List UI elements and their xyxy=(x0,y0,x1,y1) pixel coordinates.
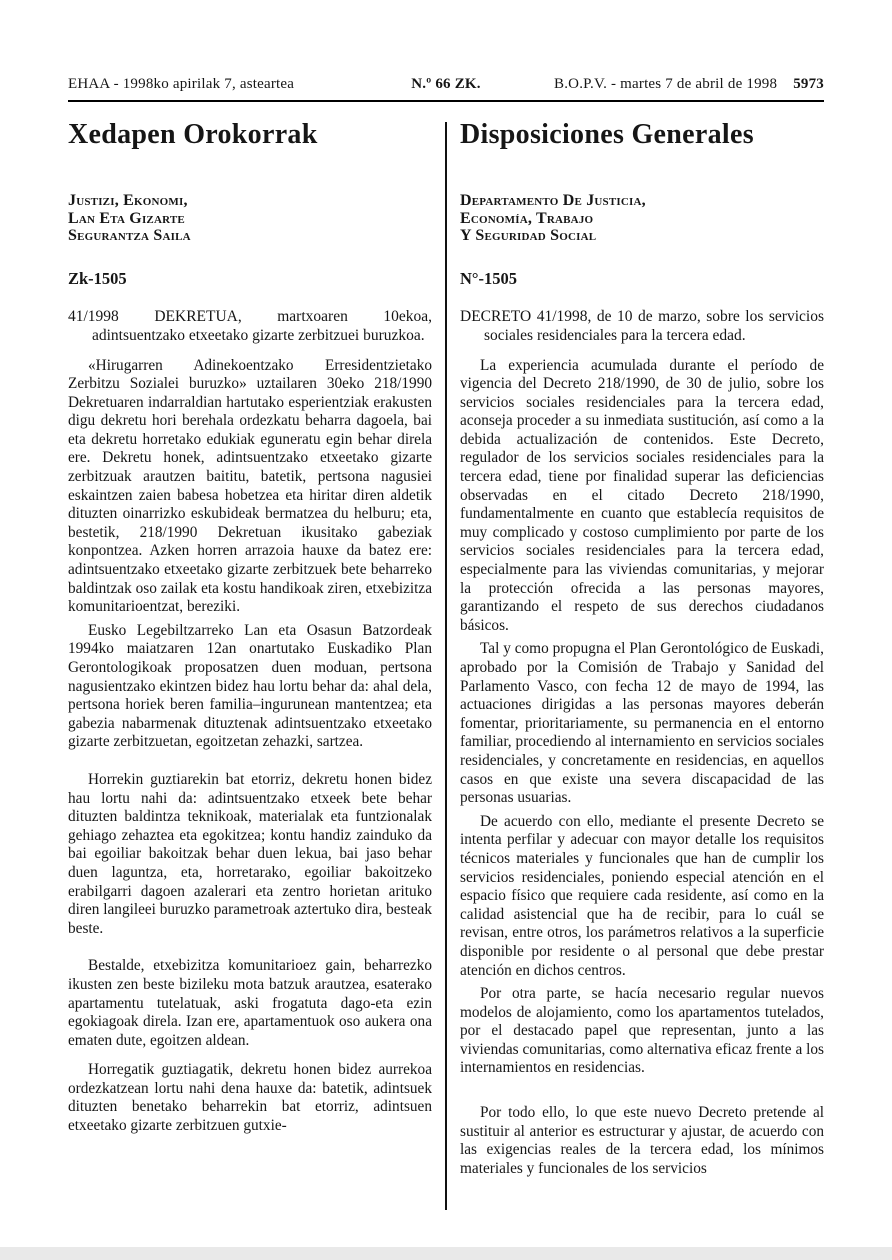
decree-heading-basque: 41/1998 DEKRETUA, martxoaren 10ekoa, adintsuentzako etxeetako gizarte zerbitzuei buruzkoa. xyxy=(68,307,432,344)
department-heading-basque xyxy=(68,192,432,245)
department-heading-spanish xyxy=(460,192,824,245)
paragraph: La experiencia acumulada durante el período de vigencia del Decreto 218/1990, de 30 de julio, sobre los servicios sociales residenciales para la tercera edad, aconseja proceder a su inmediata sustitución, así como a la debida actualización de contenidos. Este Decreto, regulador de los servicios sociales residenciales para la tercera edad, tiene por finalidad superar las deficiencias observadas en el citado Decreto 218/1990, fundamentalmente en cuanto que establecía requisitos de muy complicado y costoso cumplimiento por parte de los servicios sociales residenciales para la tercera edad, especialmente para las viviendas comunitarias, y mejorar la protección ofrecida a las personas mayores, garantizando el respeto de sus derechos ciudadanos básicos. xyxy=(460,356,824,634)
header-basque-date: EHAA - 1998ko apirilak 7, asteartea xyxy=(68,76,295,92)
section-title-basque: Xedapen Orokorrak xyxy=(68,119,318,150)
paragraph: Bestalde, etxebizitza komunitarioez gain, beharrezko ikusten zen beste bizileku mota batzuk arautzea, esaterako apartamentu tutelatuak, aski frogatuta dago-eta ezin egokiagoak direla. Izan ere, apartamentuok oso aukera ona ematen dute, egoitzen aldean. xyxy=(68,957,432,1049)
department-line: Y Seguridad Social xyxy=(460,227,597,244)
header-rule xyxy=(68,100,824,102)
item-number-spanish: N°-1505 xyxy=(460,268,518,288)
section-title-spanish: Disposiciones Generales xyxy=(460,119,754,150)
paragraph: Por otra parte, se hacía necesario regular nuevos modelos de alojamiento, como los apartamentos tutelados, por el destacado papel que representan, junto a las viviendas comunitarias, como alternativa eficaz frente a los internamientos en residencias. xyxy=(460,985,824,1077)
decree-heading-spanish: DECRETO 41/1998, de 10 de marzo, sobre los servicios sociales residenciales para la tercera edad. xyxy=(460,307,824,344)
item-number-basque: Zk-1505 xyxy=(68,268,127,288)
page-number: 5973 xyxy=(793,76,824,92)
paragraph: Tal y como propugna el Plan Gerontológico de Euskadi, aprobado por la Comisión de Trabajo y Sanidad del Parlamento Vasco, con fecha 12 de mayo de 1994, las actuaciones dirigidas a las personas mayores deberán fomentar, prioritariamente, su permanencia en el entorno familiar, procediendo al internamiento en servicios sociales residenciales, y concretamente en residencias, en aquellos casos en que existe una severa discapacidad de las personas usuarias. xyxy=(460,640,824,807)
department-line: Justizi, Ekonomi, xyxy=(68,192,188,209)
paragraph: Por todo ello, lo que este nuevo Decreto pretende al sustituir al anterior es estructurar y ajustar, de acuerdo con las exigencias reales de la tercera edad, los mínimos materiales y funcionales de los servicios xyxy=(460,1104,824,1177)
left-column-basque xyxy=(68,118,432,1210)
paragraph: Eusko Legebiltzarreko Lan eta Osasun Batzordeak 1994ko maiatzaren 12an onartutako Euskadiko Plan Gerontologikoak proposatzen duen moduan, pertsona nagusientzako ekintzen bidez hau lortu behar da: ahal dela, pertsona horiek beren familia–ingurunean mantentzea; eta gabezia nabarmenak dituztenak adintsuentzako etxeetako gizarte zerbitzuetan, egoitzetan zehazki, sartzea. xyxy=(68,621,432,751)
paragraph: De acuerdo con ello, mediante el presente Decreto se intenta perfilar y adecuar con mayor detalle los requisitos técnicos materiales y funcionales que han de cumplir los servicios residenciales, poniendo especial atención en el espacio físico que requiere cada residente, así como en la calidad asistencial que ha de recibir, para lo cuál se revisan, entre otros, los parámetros relativos a la superficie disponible por residente o al personal que debe prestar atención en dichos centros. xyxy=(460,812,824,979)
header-spanish-date xyxy=(481,76,824,93)
right-column-spanish xyxy=(460,118,824,1210)
paragraph: «Hirugarren Adinekoentzako Erresidentzietako Zerbitzu Sozialei buruzko» uztailaren 30eko 218/1990 Dekretuaren indarraldian hartutako esperientziak erakusten digu dekretu hori berehala ordezkatu beharra dagoela, bai eta dekretu horretako edukiak eguneratu egin behar direla ere. Dekretu honek, adintsuentzako etxeetako gizarte zerbitzuak arautzen baititu, batetik, pertsona nagusiei eskaintzen zaien babesa hobetzea eta hiritar diren aldetik dituzten oinarrizko eskubideak bermatzea du helburu; eta, bestetik, 218/1990 Dekretuan ikusitako gabeziak konpontzea. Azken horren arrazoia hauxe da batez ere: adintsuentzako etxeetako gizarte zerbitzuek bete beharreko baldintzak oso zailak eta kostu handikoak ziren, etxebizitza komunitarioentzat, bereziki. xyxy=(68,356,432,616)
footer-band xyxy=(0,1247,892,1260)
header-issue-number: N.º 66 ZK. xyxy=(411,76,481,92)
header-spanish-date-text: B.O.P.V. - martes 7 de abril de 1998 xyxy=(554,76,778,92)
department-line: Economía, Trabajo xyxy=(460,209,594,227)
column-divider-rule xyxy=(445,122,447,1210)
paragraph: Horrekin guztiarekin bat etorriz, dekretu honen bidez hau lortu nahi da: adintsuentzako etxeek bete behar dituzten baldintza teknikoak, materialak eta funtzionalak gehiago zehaztea eta egokitzea; kontu handiz zainduko da bai egoiliar bakoitzak behar duen lekua, bai jaso behar duen laguntza, eta, horretarako, egoiliar bakoitzeko erabilgarri dagoen azalerari eta zentro horietan arituko diren langileei buruzko parametroak aztertuko dira, besteak beste. xyxy=(68,770,432,937)
two-column-body xyxy=(68,118,824,1210)
page-header xyxy=(68,76,824,93)
department-line: Lan Eta Gizarte xyxy=(68,209,185,227)
department-line: Segurantza Saila xyxy=(68,227,191,244)
department-line: Departamento De Justicia, xyxy=(460,192,646,209)
paragraph: Horregatik guztiagatik, dekretu honen bidez aurrekoa ordezkatzean lortu nahi dena hauxe da: batetik, adintsuek dituzten benetako beharrekin bat etorriz, adintsuen etxeetako gizarte zerbitzuen gutxie- xyxy=(68,1061,432,1135)
